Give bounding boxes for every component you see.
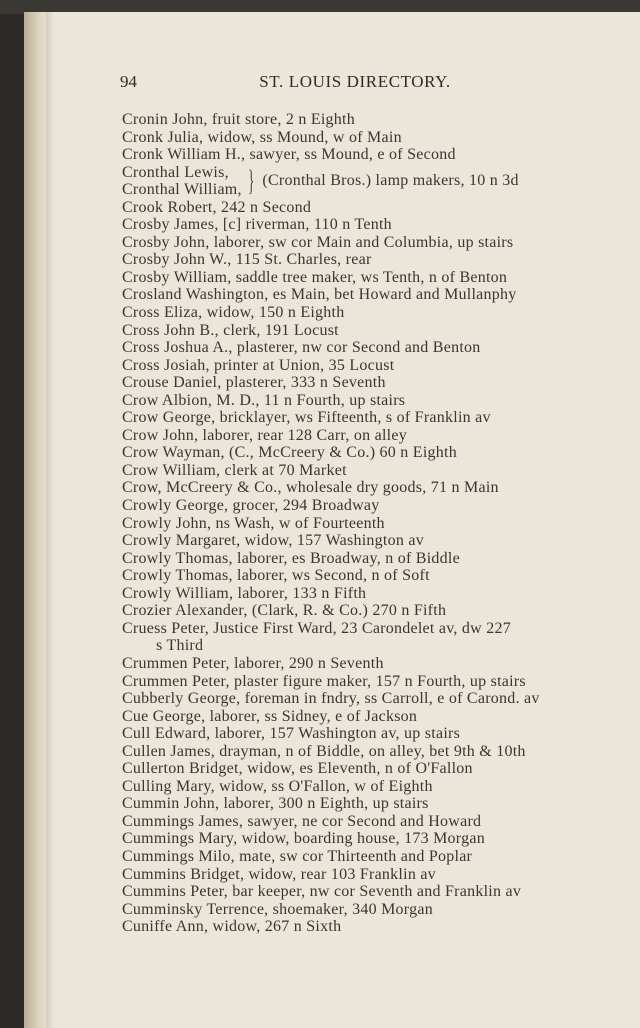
directory-entry: Crowly Thomas, laborer, ws Second, n of Soft xyxy=(122,567,430,585)
entry-name: Cronthal Lewis, xyxy=(122,163,229,181)
directory-entry-continuation: s Third xyxy=(156,637,204,655)
directory-entry: Crowly George, grocer, 294 Broadway xyxy=(122,497,380,515)
directory-entry: Crosby James, [c] riverman, 110 n Tenth xyxy=(122,216,392,234)
directory-entry: Crouse Daniel, plasterer, 333 n Seventh xyxy=(122,374,386,392)
directory-entry: Cumminsky Terrence, shoemaker, 340 Morgan xyxy=(122,900,433,918)
directory-entry: Crow, McCreery & Co., wholesale dry goods, 71 n Main xyxy=(122,479,499,497)
directory-entry: Cullen James, drayman, n of Biddle, on alley, bet 9th & 10th xyxy=(122,742,526,760)
running-header xyxy=(120,72,590,94)
directory-entry: Crosby William, saddle tree maker, ws Tenth, n of Benton xyxy=(122,268,508,286)
directory-entry: Crosby John W., 115 St. Charles, rear xyxy=(122,251,372,269)
entry-text: (Cronthal Bros.) lamp makers, 10 n 3d xyxy=(262,172,519,190)
directory-entry: Cross Joshua A., plasterer, nw cor Second and Benton xyxy=(122,339,481,357)
directory-entry: Crowly Margaret, widow, 157 Washington av xyxy=(122,532,424,550)
directory-entry: Crowly William, laborer, 133 n Fifth xyxy=(122,584,367,602)
directory-entry: Cummins Bridget, widow, rear 103 Franklin av xyxy=(122,865,436,883)
directory-entry: Cue George, laborer, ss Sidney, e of Jackson xyxy=(122,707,418,725)
directory-entry: Cruess Peter, Justice First Ward, 23 Carondelet av, dw 227 xyxy=(122,619,511,637)
directory-entry: Cuniffe Ann, widow, 267 n Sixth xyxy=(122,918,342,936)
directory-entry: Crook Robert, 242 n Second xyxy=(122,198,312,216)
page-number: 94 xyxy=(120,72,137,91)
directory-entry: Crow Albion, M. D., 11 n Fourth, up stairs xyxy=(122,391,406,409)
brace-icon: } xyxy=(247,164,255,198)
directory-entry: Cross Eliza, widow, 150 n Eighth xyxy=(122,304,345,322)
directory-entry: Crozier Alexander, (Clark, R. & Co.) 270 n Fifth xyxy=(122,602,447,620)
directory-entry: Cronin John, fruit store, 2 n Eighth xyxy=(122,111,355,128)
directory-entries xyxy=(122,111,592,936)
directory-entry: Cummin John, laborer, 300 n Eighth, up stairs xyxy=(122,795,429,813)
page-binding-edge xyxy=(24,12,46,1028)
directory-entry: Cronk Julia, widow, ss Mound, w of Main xyxy=(122,128,402,146)
directory-entry: Crowly Thomas, laborer, es Broadway, n of Biddle xyxy=(122,549,460,567)
directory-entry: Cullerton Bridget, widow, es Eleventh, n of O'Fallon xyxy=(122,760,473,778)
directory-entry: Cummings Milo, mate, sw cor Thirteenth and Poplar xyxy=(122,847,473,865)
directory-entry: Cronk William H., sawyer, ss Mound, e of Second xyxy=(122,146,456,164)
page-title: ST. LOUIS DIRECTORY. xyxy=(259,72,451,91)
directory-entry: Crummen Peter, laborer, 290 n Seventh xyxy=(122,654,384,672)
directory-entry: Cubberly George, foreman in fndry, ss Carroll, e of Carond. av xyxy=(122,690,540,708)
directory-entry: Crummen Peter, plaster figure maker, 157 n Fourth, up stairs xyxy=(122,672,526,690)
directory-entry: Crowly John, ns Wash, w of Fourteenth xyxy=(122,514,385,532)
directory-entry: Crosby John, laborer, sw cor Main and Columbia, up stairs xyxy=(122,233,514,251)
directory-entry: Cummings Mary, widow, boarding house, 173 Morgan xyxy=(122,830,485,848)
directory-entry: Cull Edward, laborer, 157 Washington av, up stairs xyxy=(122,725,461,743)
directory-entry: Cummings James, sawyer, ne cor Second and Howard xyxy=(122,812,482,830)
directory-entry: Cross Josiah, printer at Union, 35 Locust xyxy=(122,356,395,374)
directory-entry: Crow John, laborer, rear 128 Carr, on alley xyxy=(122,426,407,444)
directory-entry: Crow William, clerk at 70 Market xyxy=(122,461,347,479)
page-margin-shadow xyxy=(46,12,54,1028)
directory-entry: Culling Mary, widow, ss O'Fallon, w of Eighth xyxy=(122,777,433,795)
directory-entry: Crow George, bricklayer, ws Fifteenth, s of Franklin av xyxy=(122,409,491,427)
directory-entry: Crow Wayman, (C., McCreery & Co.) 60 n Eighth xyxy=(122,444,457,462)
directory-entry-bracketed xyxy=(122,164,592,199)
directory-entry: Cross John B., clerk, 191 Locust xyxy=(122,321,339,339)
directory-entry: Crosland Washington, es Main, bet Howard and Mullanphy xyxy=(122,286,517,304)
directory-entry: Cummins Peter, bar keeper, nw cor Seventh and Franklin av xyxy=(122,883,522,901)
entry-name: Cronthal William, xyxy=(122,181,242,199)
